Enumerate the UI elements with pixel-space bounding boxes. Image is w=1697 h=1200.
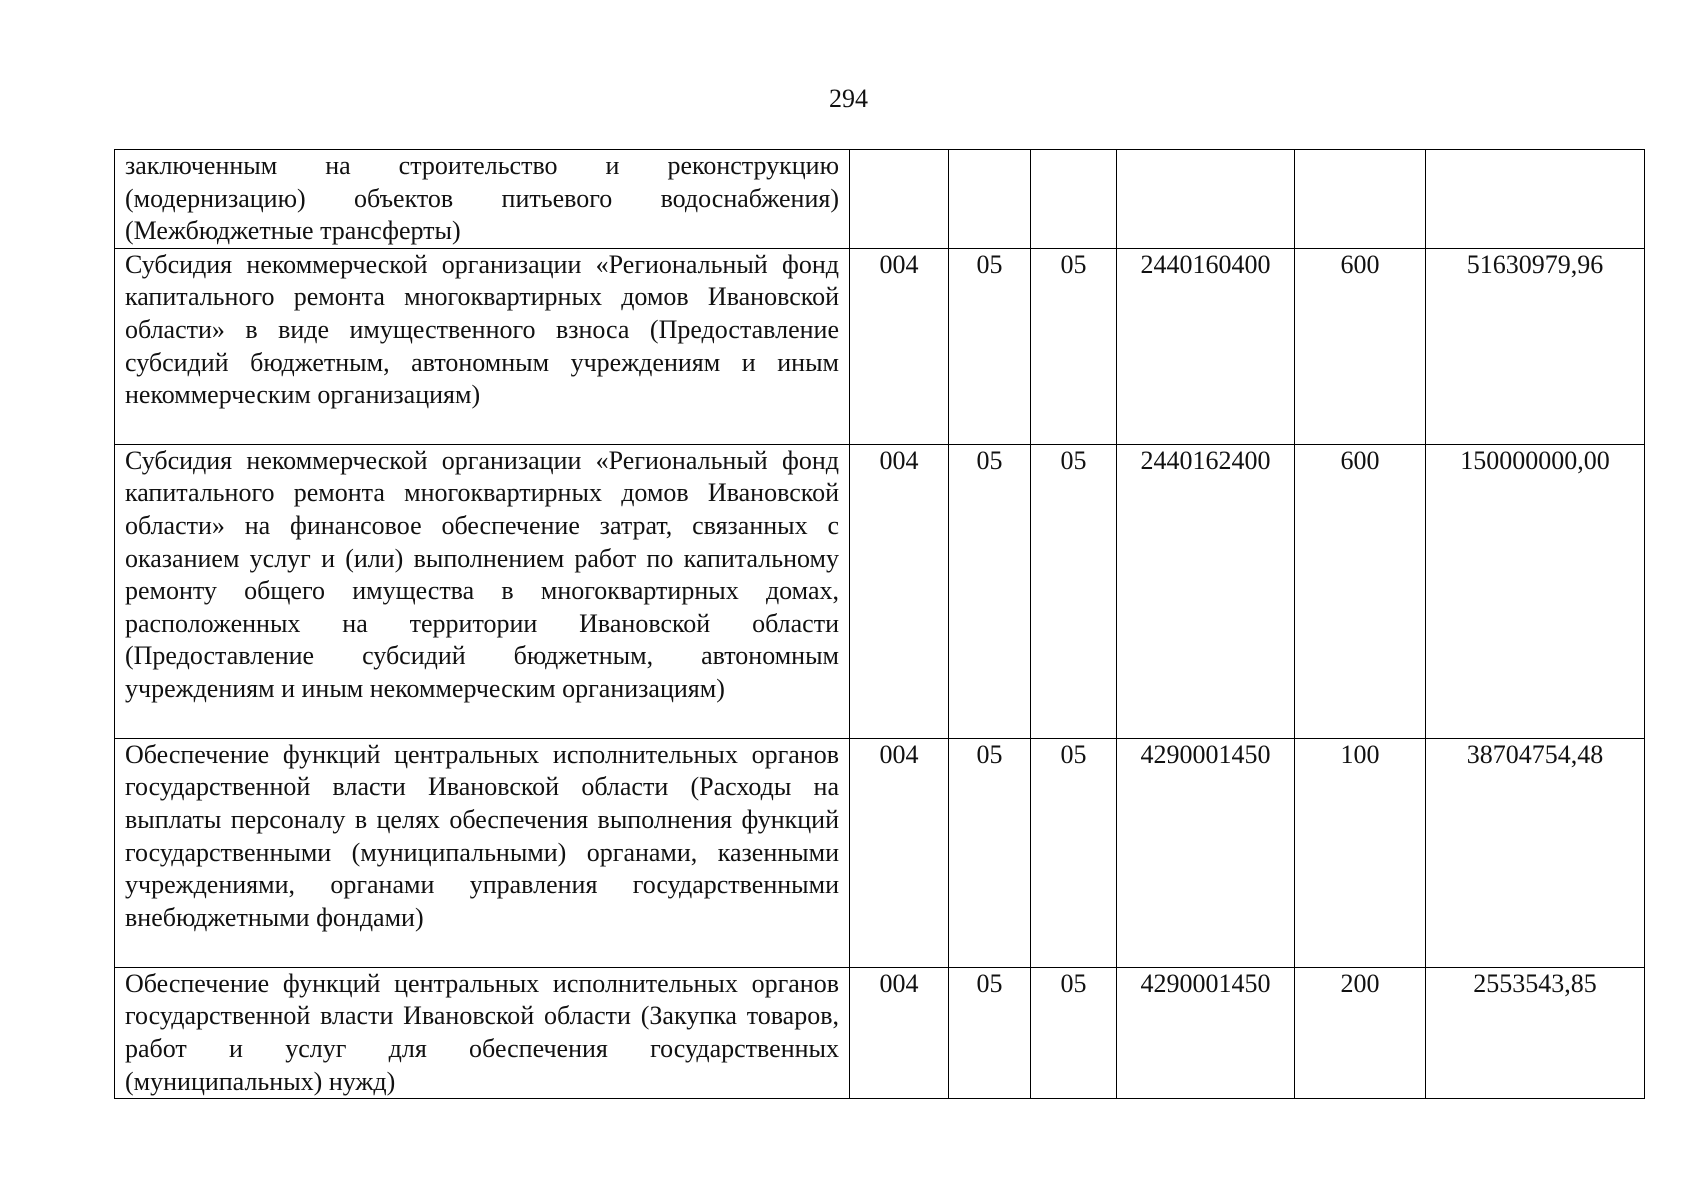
amount-cell: 2553543,85 (1426, 967, 1645, 1098)
amount-cell: 38704754,48 (1426, 738, 1645, 967)
description-text: заключенным на строительство и реконструкцию (модернизацию) объектов питьевого водоснабжения) (Межбюджетные трансферты) (125, 151, 839, 246)
description-cell (115, 248, 850, 444)
table-row (115, 248, 1645, 444)
expense-type-cell: 600 (1295, 248, 1426, 444)
description-text: Субсидия некоммерческой организации «Региональный фонд капитального ремонта многоквартирных домов Ивановской области» на финансовое обеспечение затрат, связанных с оказанием услуг и (или) выполнением работ по капитальному ремонту общего имущества в многоквартирных домах, расположенных на территории Ивановской области (Предоставление субсидий бюджетным, автономным учреждениям и иным некоммерческим организациям) (125, 445, 839, 703)
description-cell (115, 150, 850, 249)
podrazdel-cell: 05 (1031, 738, 1117, 967)
razdel-cell (949, 150, 1031, 249)
expense-type-cell: 200 (1295, 967, 1426, 1098)
target-article-cell: 4290001450 (1117, 967, 1295, 1098)
table-row (115, 150, 1645, 249)
table-row (115, 444, 1645, 738)
razdel-cell: 05 (949, 738, 1031, 967)
description-cell (115, 967, 850, 1098)
amount-cell: 51630979,96 (1426, 248, 1645, 444)
expense-type-cell: 100 (1295, 738, 1426, 967)
description-cell (115, 738, 850, 967)
description-cell (115, 444, 850, 738)
razdel-cell: 05 (949, 967, 1031, 1098)
page-number: 294 (829, 84, 868, 113)
razdel-cell: 05 (949, 248, 1031, 444)
podrazdel-cell: 05 (1031, 248, 1117, 444)
razdel-cell: 05 (949, 444, 1031, 738)
podrazdel-cell: 05 (1031, 444, 1117, 738)
budget-table (114, 149, 1645, 1099)
glava-cell (850, 150, 949, 249)
target-article-cell: 2440160400 (1117, 248, 1295, 444)
target-article-cell: 4290001450 (1117, 738, 1295, 967)
glava-cell: 004 (850, 967, 949, 1098)
description-text: Обеспечение функций центральных исполнительных органов государственной власти Ивановской области (Расходы на выплаты персоналу в целях обеспечения выполнения функций государственными (муниципальными) органами, казенными учреждениями, органами управления государственными внебюджетными фондами) (125, 739, 839, 932)
target-article-cell (1117, 150, 1295, 249)
target-article-cell: 2440162400 (1117, 444, 1295, 738)
expense-type-cell: 600 (1295, 444, 1426, 738)
podrazdel-cell: 05 (1031, 967, 1117, 1098)
amount-cell (1426, 150, 1645, 249)
description-text: Субсидия некоммерческой организации «Региональный фонд капитального ремонта многоквартирных домов Ивановской области» в виде имущественного взноса (Предоставление субсидий бюджетным, автономным учреждениям и иным некоммерческим организациям) (125, 249, 839, 410)
table-row (115, 738, 1645, 967)
glava-cell: 004 (850, 444, 949, 738)
glava-cell: 004 (850, 248, 949, 444)
podrazdel-cell (1031, 150, 1117, 249)
amount-cell: 150000000,00 (1426, 444, 1645, 738)
description-text: Обеспечение функций центральных исполнительных органов государственной власти Ивановской области (Закупка товаров, работ и услуг для обеспечения государственных (муниципальных) нужд) (125, 968, 839, 1096)
glava-cell: 004 (850, 738, 949, 967)
expense-type-cell (1295, 150, 1426, 249)
table-row (115, 967, 1645, 1098)
